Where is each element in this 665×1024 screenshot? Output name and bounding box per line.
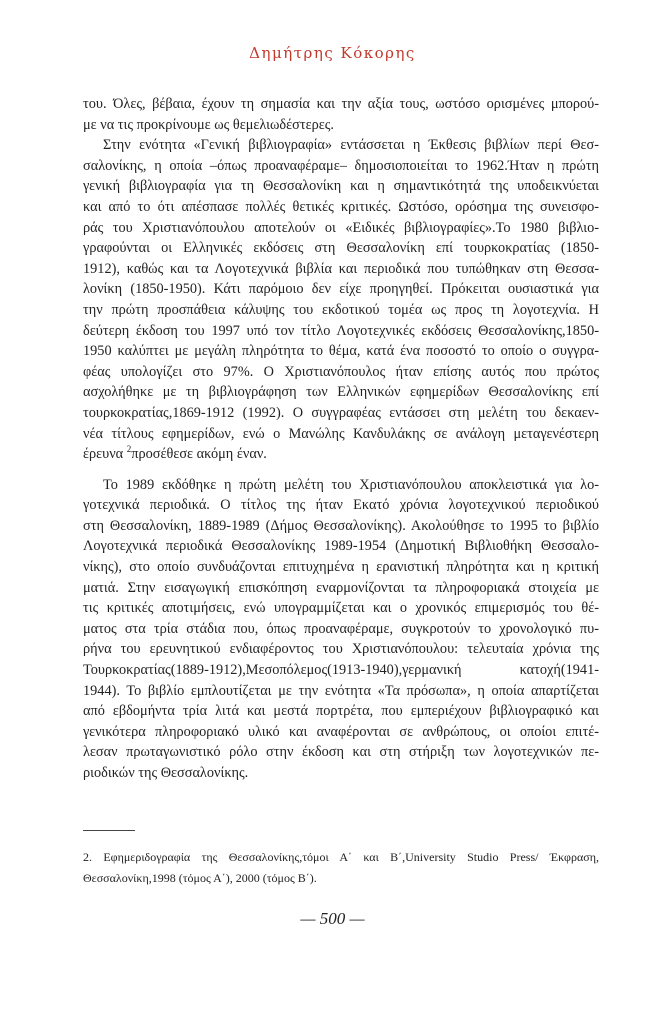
text-line: ρήνα του ερευνητικού ενδιαφέροντος του Χριστιανόπουλου: τελευταία χρόνια της: [83, 641, 599, 658]
text-line: ριοδικών της Θεσσαλονίκης.: [83, 765, 249, 781]
text-line: στη Θεσσαλονίκη, 1889-1989 (Δήμος Θεσσαλονίκης). Ακολούθησε το 1995 το βιβλίο: [83, 517, 599, 534]
text-line: με να τις προκρίνουμε ως θεμελιωδέστερες.: [83, 116, 334, 133]
text-line: νέα τίτλους εφημερίδων, ενώ ο Μανώλης Κανδυλάκης σε ανάλογη μεταγενέστερη: [83, 425, 599, 442]
text-line: λονίκη (1850-1950). Κάτι παρόμοιο δεν είχε προηγηθεί. Πρόκειται ουσιαστικά για: [83, 281, 599, 298]
text-line: Τουρκοκρατίας(1889-1912),Μεσοπόλεμος(1913-1940),γερμανική κατοχή(1941-: [83, 662, 599, 679]
text-line: γραφούνται οι Ελληνικές εκδόσεις στη Θεσσαλονίκη επί τουρκοκρατίας (1850-: [83, 240, 599, 257]
footnote-line: 2. Εφημεριδογραφία της Θεσσαλονίκης,τόμοι Α΄ και Β΄,University Studio Press/ Έκφραση,: [83, 850, 599, 864]
text-line: λεσαν πρωταγωνιστικό ρόλο στην έκδοση και στη στήριξη των λογοτεχνικών πε-: [83, 744, 599, 761]
text-line: Στην ενότητα «Γενική βιβλιογραφία» εντάσσεται η Έκθεσις βιβλίων περί Θεσ-: [103, 137, 599, 154]
text-line: νίκης), στο οποίο συνδυάζονται επιτυχημένα η ερανιστική πληρότητα και η κριτική: [83, 559, 599, 576]
text-line: φέας υπολογίζει στο 97%. Ο Χριστιανόπουλος ήταν επίσης αυτός που πρώτος: [83, 363, 599, 380]
text-line: ράς του Χριστιανόπουλου αποτελούν οι «Ειδικές βιβλιογραφίες».Το 1980 βιβλιο-: [83, 219, 599, 236]
paragraph-0: [83, 94, 599, 135]
text-line: τουρκοκρατίας,1869-1912 (1992). Ο συγγραφέας εντάσσει στη μελέτη του δεκαεν-: [83, 404, 599, 421]
footnote-marker: 2: [126, 444, 132, 455]
text-line: γενικότερα πληροφοριακό υλικό και αναφέρονται σε ανθρώπους, οι οποίοι επιτέ-: [83, 723, 599, 740]
text-line: και από το ότι απέσπασε πολλές θετικές κριτικές. Ωστόσο, ορόσημα της συνεισφο-: [83, 198, 599, 215]
text-line: 1950 καλύπτει με μεγάλη πληρότητα το θέμα, κατά ένα ποσοστό το οποίο ο συγγρα-: [83, 343, 599, 360]
footnote-line: Θεσσαλονίκη,1998 (τόμος Α΄), 2000 (τόμος Β΄).: [83, 871, 317, 885]
text-line: [83, 444, 599, 465]
text-line: γοτεχνικά περιοδικά. Ο τίτλος της ήταν Εκατό χρόνια λογοτεχνικού περιοδικού: [83, 497, 599, 514]
text-line: σαλονίκης, η οποία –όπως προαναφέραμε– δημοσιοποιείται το 1962.Ήταν η πρώτη: [83, 157, 599, 174]
text-line: 1944). Το βιβλίο εμπλουτίζεται με την ενότητα «Τα πρόσωπα», η οποία απαρτίζεται: [83, 682, 599, 699]
footnote: [83, 847, 599, 889]
text-line: από εβδομήντα τρία λιτά και μεστά πορτρέτα, που εμπεριέχουν βιβλιογραφικό και: [83, 703, 599, 720]
text-line: του. Όλες, βέβαια, έχουν τη σημασία και την αξία τους, ωστόσο ορισμένες μπορού-: [83, 96, 599, 112]
body-text: [83, 94, 599, 784]
footnote-separator: [83, 830, 135, 831]
text-line: δεύτερη έκδοση του 1997 υπό τον τίτλο Λογοτεχνικές εκδόσεις Θεσσαλονίκης,1850-: [83, 322, 599, 339]
text-line: γενική βιβλιογραφία για τη Θεσσαλονίκη και η σημαντικότητά της υποδεικνύεται: [83, 178, 599, 195]
text-line: ματιά. Στην εισαγωγική επισκόπηση εναρμονίζονται τα πληροφοριακά στοιχεία με: [83, 579, 599, 596]
text-line: την πρώτη προσπάθεια κάλυψης του εκδοτικού τομέα ως προς τη λογοτεχνία. Η: [83, 301, 599, 318]
paragraph-1: [83, 135, 599, 465]
text-line: ασχολήθηκε με τη βιβλιογράφηση των Ελληνικών εφημερίδων Θεσσαλονίκης επί: [83, 384, 599, 401]
page-number: — 500 —: [300, 909, 365, 928]
text-line: Το 1989 εκδόθηκε η πρώτη μελέτη του Χριστιανόπουλου αποκλειστικά για λο-: [103, 476, 599, 493]
text-line: Λογοτεχνικά περιοδικά Θεσσαλονίκης 1989-1954 (Δημοτική Βιβλιοθήκη Θεσσαλο-: [83, 538, 599, 555]
text-line: τις κριτικές αποτιμήσεις, ενώ υπογραμμίζεται και ο χρονικός επιμερισμός του θέ-: [83, 600, 599, 617]
text-fragment: προσέθεσε ακόμη έναν.: [131, 446, 267, 463]
paragraph-2: [83, 475, 599, 784]
running-header: Δημήτρης Κόκορης: [249, 44, 416, 62]
text-line: 1912), καθώς και τα Λογοτεχνικά βιβλία και περιοδικά που τυπώθηκαν στη Θεσσα-: [83, 260, 599, 277]
text-line: ματος στα τρία στάδια που, όπως προαναφέραμε, συγκροτούν το χρονολογικό πυ-: [83, 620, 599, 637]
text-fragment: έρευνα: [83, 446, 124, 463]
